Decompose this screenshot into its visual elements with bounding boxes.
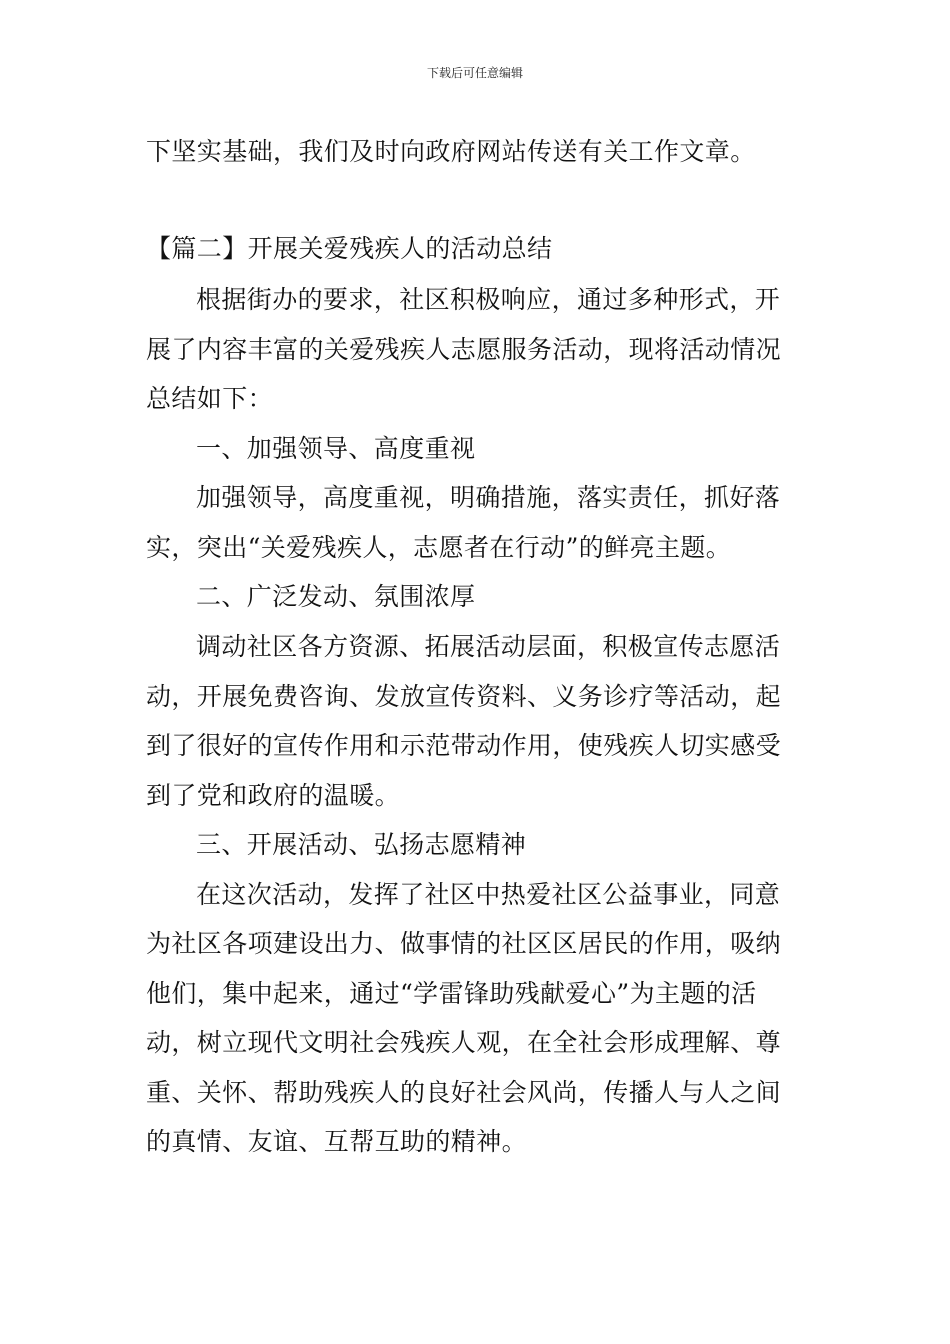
section-3-line-6: 的真情、友谊、互帮互助的精神。 — [146, 1127, 528, 1156]
intro-line-3: 总结如下： — [146, 384, 274, 413]
section-2-line-4: 到了党和政府的温暖。 — [146, 781, 401, 810]
page-header: 下载后可任意编辑 — [426, 66, 523, 80]
section-3-heading: 三、开展活动、弘扬志愿精神 — [196, 830, 527, 859]
section-3-line-1: 在这次活动，发挥了社区中热爱社区公益事业，同意 — [196, 880, 781, 909]
section-2-line-3: 到了很好的宣传作用和示范带动作用，使残疾人切实感受 — [146, 731, 782, 760]
intro-line-2: 展了内容丰富的关爱残疾人志愿服务活动，现将活动情况 — [146, 335, 782, 364]
section-3-line-5: 重、关怀、帮助残疾人的良好社会风尚，传播人与人之间 — [146, 1078, 782, 1107]
continuation-line: 下坚实基础，我们及时向政府网站传送有关工作文章。 — [146, 137, 756, 166]
section-2-line-1: 调动社区各方资源、拓展活动层面，积极宣传志愿活 — [196, 632, 781, 661]
section-3-line-3: 他们，集中起来，通过“学雷锋助残献爱心”为主题的活 — [146, 979, 757, 1008]
section-3-line-4: 动，树立现代文明社会残疾人观，在全社会形成理解、尊 — [146, 1028, 782, 1057]
section-title: 【篇二】开展关爱残疾人的活动总结 — [146, 234, 553, 263]
section-1-line-2: 实，突出“关爱残疾人，志愿者在行动”的鲜亮主题。 — [146, 533, 732, 562]
section-2-heading: 二、广泛发动、氛围浓厚 — [196, 582, 476, 611]
intro-line-1: 根据街办的要求，社区积极响应，通过多种形式，开 — [196, 285, 781, 314]
section-1-heading: 一、加强领导、高度重视 — [196, 434, 476, 463]
section-3-line-2: 为社区各项建设出力、做事情的社区区居民的作用，吸纳 — [146, 929, 782, 958]
section-2-line-2: 动，开展免费咨询、发放宣传资料、义务诊疗等活动，起 — [146, 682, 782, 711]
section-1-line-1: 加强领导，高度重视，明确措施，落实责任，抓好落 — [196, 483, 781, 512]
